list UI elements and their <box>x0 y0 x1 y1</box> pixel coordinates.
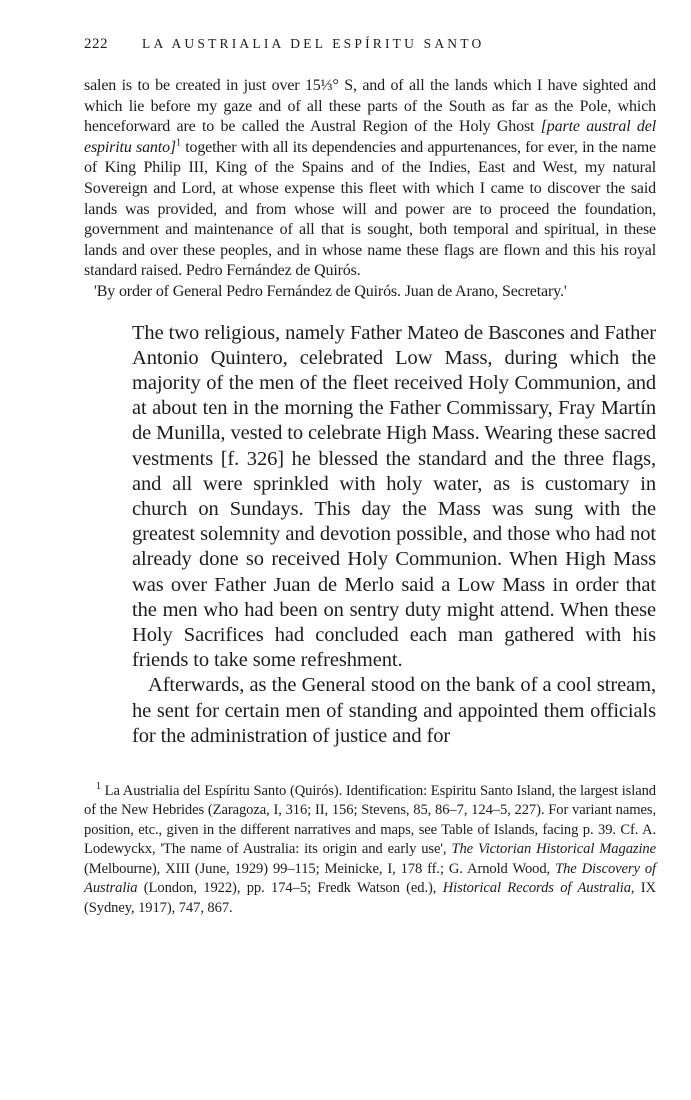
footnotes <box>84 782 656 919</box>
page-header <box>84 36 656 62</box>
body-paragraph: Afterwards, as the General stood on the bank of a cool stream, he sent for certain men of standing and appointed them officials for the administration of justice and for <box>132 674 656 747</box>
footnote <box>84 782 656 919</box>
footnote-text: (Melbourne), XIII (June, 1929) 99–115; Meinicke, I, 178 ff.; G. Arnold Wood, <box>84 860 556 877</box>
footnote-title: Historical Records of Australia <box>442 880 631 897</box>
footnote-title: The Victorian Historical Magazine <box>451 841 657 858</box>
main-text <box>132 321 656 749</box>
proclamation-quote <box>84 76 656 303</box>
footnote-text: (London, 1922), pp. 174–5; Fredk Watson (ed.), <box>137 880 443 897</box>
quote-signature: 'By order of General Pedro Fernández de Quirós. Juan de Arano, Secretary.' <box>94 282 567 300</box>
quote-text: salen is to be created in just over 15⅓° S, and of all the lands which I have sighted and which lie before my gaze and of all these parts of the South as far as the Pole, which henceforward are to be called the Austral Region of the Holy Ghost <box>84 77 656 136</box>
quote-italic-phrase: [parte austral del espiritu santo] <box>84 118 656 156</box>
footnote-title: The Discovery of Australia <box>84 860 656 897</box>
footnote-marker: 1 <box>96 781 101 793</box>
book-page <box>84 36 656 918</box>
body-paragraph: The two religious, namely Father Mateo de Bascones and Father Antonio Quintero, celebrated Low Mass, during which the majority of the men of the fleet received Holy Communion, and at about ten in the morning the Father Commissary, Fray Martín de Munilla, vested to celebrate High Mass. Wearing these sacred vestments [f. 326] he blessed the standard and the three flags, and all were sprinkled with holy water, as is customary in church on Sundays. This day the Mass was sung with the greatest solemnity and devotion possible, and those who had not already done so received Holy Communion. When High Mass was over Father Juan de Merlo said a Low Mass in order that the men who had been on sentry duty might attend. When these Holy Sacrifices had concluded each man gathered with his friends to take some refreshment. <box>132 321 656 672</box>
footnote-text: La Austrialia del Espíritu Santo (Quirós). Identification: Espiritu Santo Island, the largest island of the New Hebrides (Zaragoza, I, 316; II, 156; Stevens, 85, 86–7, 124–5, 227). For variant names, position, etc., given in the different narratives and maps, see Table of Islands, facing p. 39. Cf. A. Lodewyckx, 'The name of Australia: its origin and early use', <box>84 782 656 858</box>
footnote-reference: 1 <box>176 137 181 149</box>
footnote-text: , IX (Sydney, 1917), 747, 867. <box>84 880 657 916</box>
quote-text: together with all its dependencies and appurtenances, for ever, in the name of King Philip III, King of the Spains and of the Indies, East and West, my natural Sovereign and Lord, at whose expense this fleet with which I came to discover the said lands was provided, and from whose will and power are to proceed the foundation, government and maintenance of all that is sought, both temporal and spiritual, in these lands and over these peoples, and in whose name these flags are flown and this his royal standard raised. Pedro Fernández de Quirós. <box>84 138 656 280</box>
running-title: LA AUSTRIALIA DEL ESPÍRITU SANTO <box>142 36 485 51</box>
page-number: 222 <box>84 36 108 52</box>
quote-paragraph <box>84 76 656 282</box>
